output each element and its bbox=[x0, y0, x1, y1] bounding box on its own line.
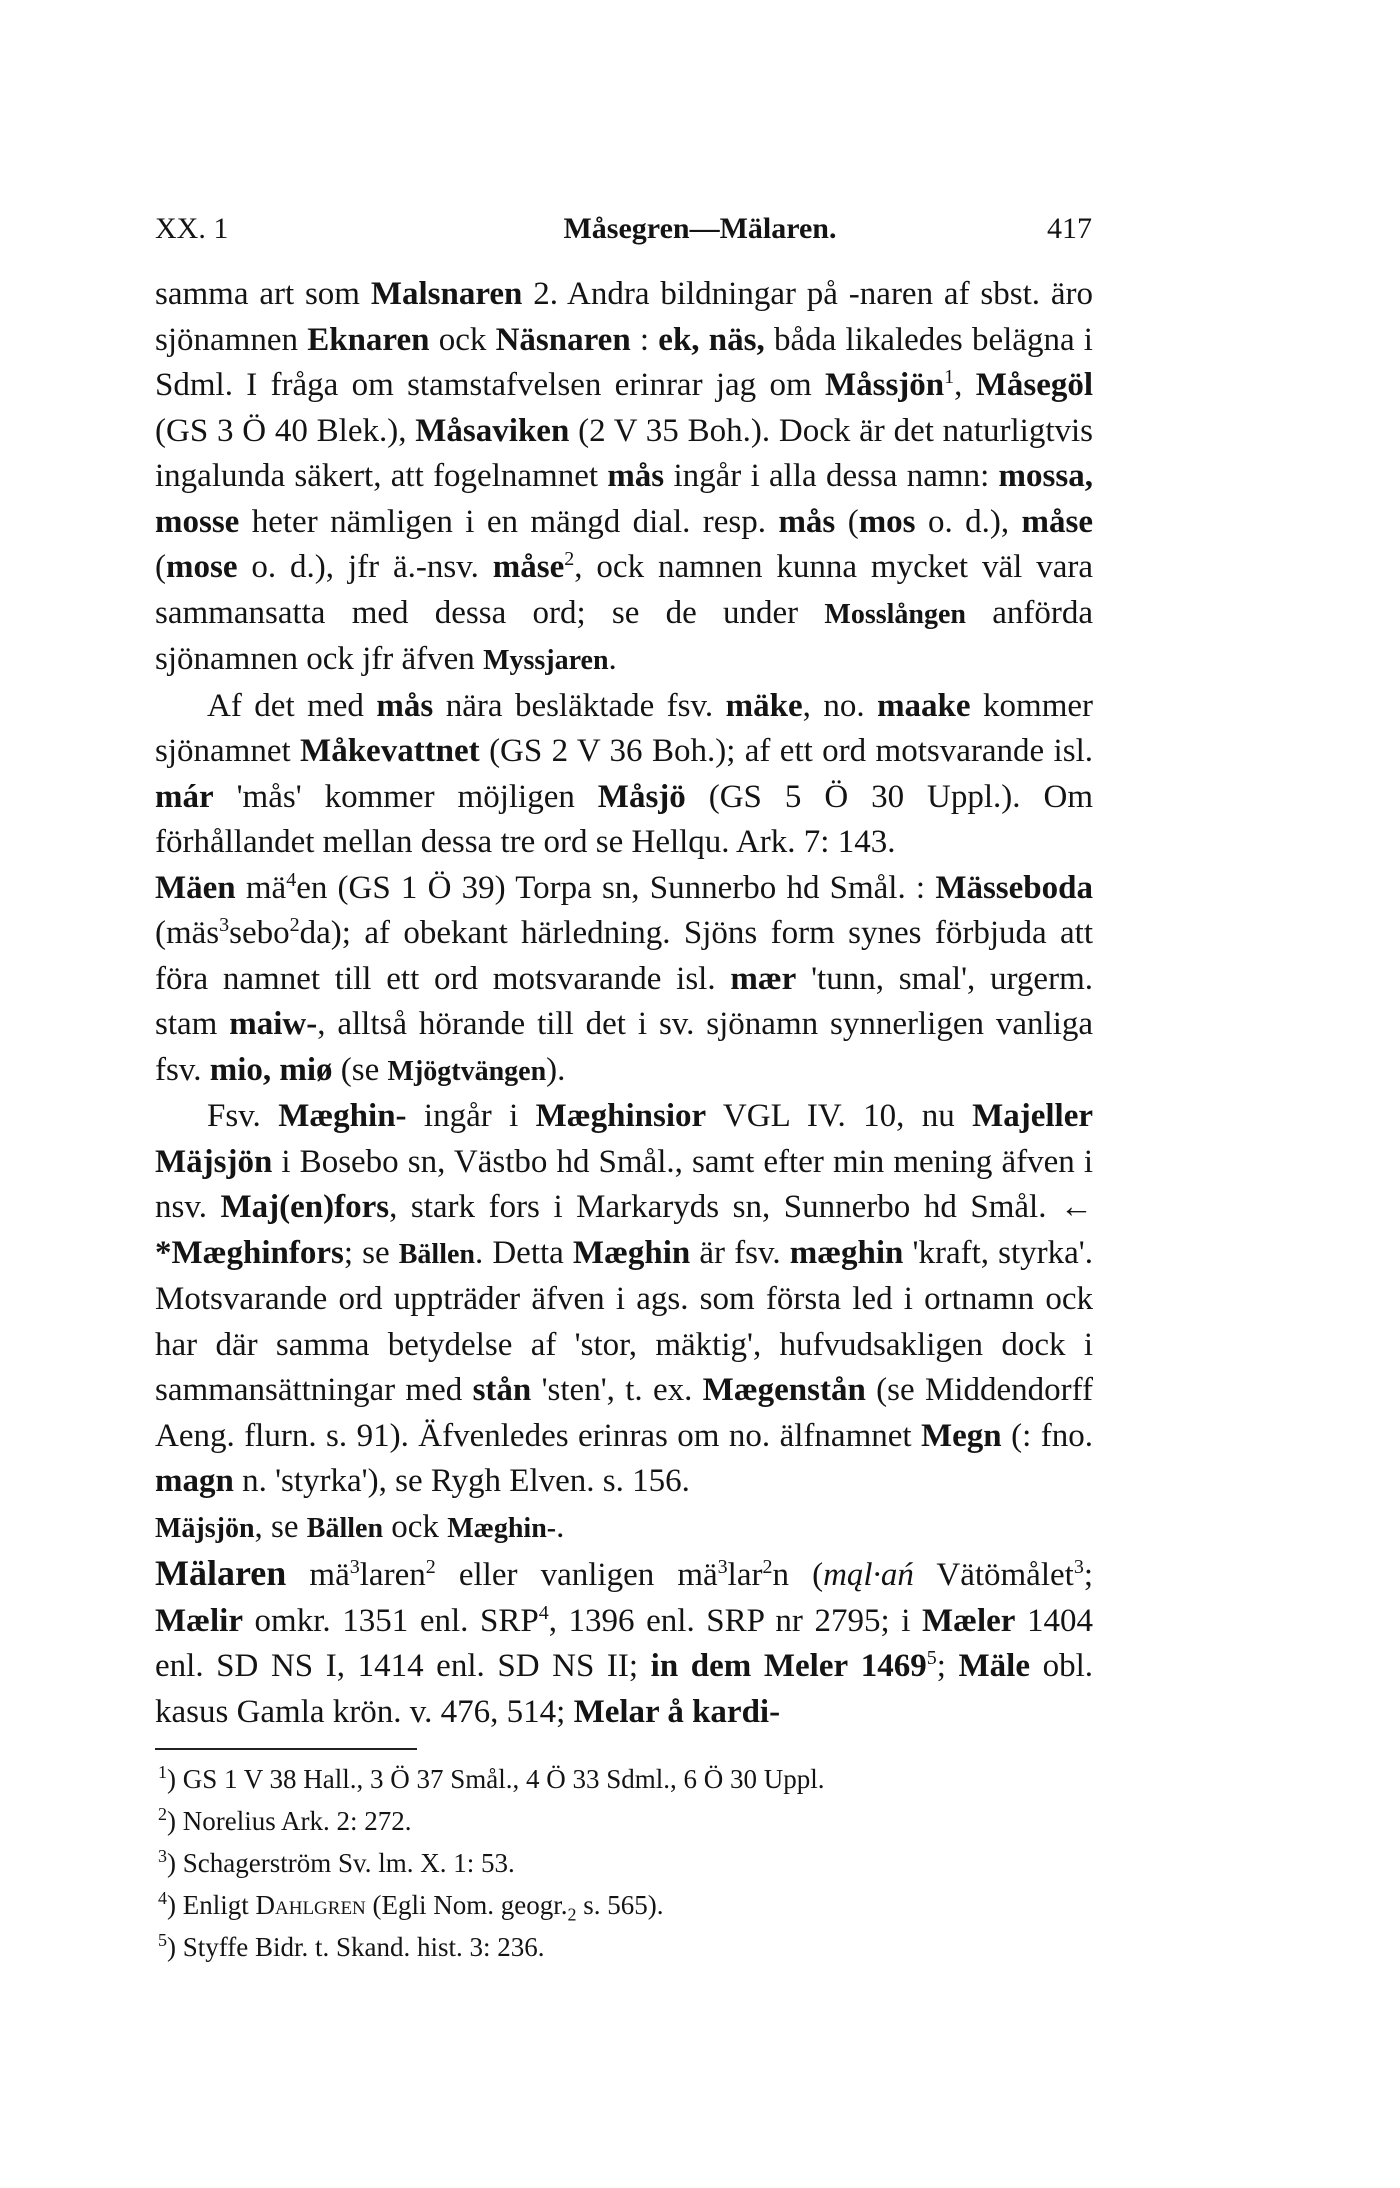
headword: in dem Meler bbox=[650, 1648, 849, 1684]
headword: Bällen bbox=[398, 1238, 475, 1270]
headword: Näsnaren bbox=[495, 321, 631, 358]
headword: Mæghinsior bbox=[535, 1098, 707, 1134]
headword: måse bbox=[1021, 503, 1093, 540]
headword: Måsjö bbox=[597, 778, 686, 815]
footnotes bbox=[158, 1758, 1096, 1968]
footnote-3: $^3$) Schagerström Sv. lm. X. 1: 53. bbox=[158, 1846, 515, 1878]
headword: mås bbox=[778, 503, 836, 540]
footnote-ref: 2 bbox=[564, 548, 575, 570]
headword: måse bbox=[492, 549, 565, 585]
headword: Måsegöl bbox=[975, 367, 1094, 403]
headword: Mäle bbox=[958, 1648, 1030, 1684]
headword: már bbox=[155, 778, 214, 815]
headword: Mæghin- bbox=[278, 1098, 407, 1134]
entry-headword: Mälaren bbox=[155, 1553, 287, 1593]
entry-headword: Mäjsjön bbox=[155, 1512, 255, 1544]
headword: kardi- bbox=[692, 1693, 781, 1730]
running-title: Måsegren—Mälaren. bbox=[563, 212, 837, 245]
accent-mark: 4 bbox=[286, 868, 297, 891]
paragraph-maeghin: Fsv. Mæghin- ingår i Mæghinsior VGL IV. 10, nu Majeller Mäjsjön i Bosebo sn, Västbo hd Smål., samt efter min mening äfven i nsv. Maj(en)fors, stark fors i Markaryds sn, Sunnerbo hd Smål. ← *Mæghinfors; se Bällen. Detta Mæghin är fsv. mæghin 'kraft, styrka'. Motsvarande ord uppträder äfven i ags. som första led i ortnamn ock har där samma betydelse af 'stor, mäktig', hufvudsakligen dock i sammansättningar med stån 'sten', t. ex. Mægenstån (se Middendorff Aeng. flurn. s. 91). Äfvenledes erinras om no. älfnamnet Megn (: fno. magn n. 'styrka'), se Rygh Elven. s. 156. bbox=[155, 1098, 1093, 1499]
accent-mark: 3 bbox=[219, 914, 230, 936]
footnote-ref: 1 bbox=[944, 366, 955, 388]
footnote-4: $^4$) Enligt Dahlgren (Egli Nom. $geogr._2$ s. 565). bbox=[158, 1888, 664, 1925]
headword: Megn bbox=[921, 1417, 1002, 1454]
accent-mark: 3 bbox=[717, 1556, 728, 1578]
headword: Mæghin bbox=[572, 1234, 691, 1271]
headword: Myssjaren bbox=[483, 645, 609, 676]
accent-mark: 2 bbox=[762, 1556, 773, 1578]
footnote-ref: 5 bbox=[926, 1647, 937, 1669]
footnote-ref: 4 bbox=[538, 1601, 549, 1624]
headword: Malsnaren bbox=[370, 276, 523, 312]
entry-headword: Mäen bbox=[155, 869, 236, 906]
headword: mås bbox=[607, 458, 665, 494]
headword: mos bbox=[858, 503, 916, 540]
headword: maake bbox=[877, 687, 971, 724]
headword: mio, miø bbox=[209, 1051, 333, 1088]
headword: Mæghin- bbox=[447, 1512, 557, 1544]
section-number: XX. 1 bbox=[155, 212, 229, 245]
footnote-1: $^1$) GS 1 V 38 Hall., 3 Ö 37 Smål., 4 Ö 33 Sdml., 6 Ö 30 Uppl. bbox=[158, 1762, 825, 1794]
accent-mark: 3 bbox=[349, 1556, 360, 1578]
headword: Mæler bbox=[921, 1602, 1016, 1639]
headword: Maj(en)fors bbox=[220, 1189, 390, 1225]
page-number: 417 bbox=[1047, 212, 1092, 245]
entry-malaren: Mälaren $mä^3laren^2$ eller vanligen $mä^3lar^2n$ (mąl·ań Vätömålet$^3$; Mælir omkr. 1351 enl. SRP$^4$, 1396 enl. SRP nr 2795; i Mæler 1404 enl. SD NS I, 1414 enl. SD NS II; in dem Meler 1469$^5$; Mäle obl. kasus Gamla krön. v. 476, 514; Melar å kardi- bbox=[155, 1553, 1094, 1730]
paragraph-make: Af det med mås nära besläktade fsv. mäke, no. maake kommer sjönamnet Måkevattnet (GS 2 V 36 Boh.); af ett ord motsvarande isl. már 'mås' kommer möjligen Måsjö (GS 5 Ö 30 Uppl.). Om förhållandet mellan dessa tre ord se Hellqu. Ark. 7: 143. bbox=[155, 687, 1094, 860]
headword: Bällen bbox=[306, 1512, 384, 1544]
headword: 1469 bbox=[860, 1648, 927, 1684]
headword: Melar å bbox=[573, 1693, 684, 1730]
headword: mås bbox=[376, 687, 434, 724]
headword: maiw- bbox=[229, 1006, 318, 1042]
footnote-ref: 3 bbox=[1073, 1556, 1084, 1578]
headword: ek, näs, bbox=[658, 321, 765, 358]
entry-majsjon: Mäjsjön, se Bällen ock Mæghin-. bbox=[155, 1508, 565, 1545]
footnote-5: $^5$) Styffe Bidr. t. Skand. hist. 3: 236. bbox=[158, 1930, 545, 1962]
headword: Måkevattnet bbox=[300, 733, 480, 769]
phonetic-form: mąl·ań bbox=[823, 1557, 914, 1593]
headword: stån bbox=[472, 1372, 532, 1408]
accent-mark: 2 bbox=[289, 914, 300, 936]
headword: mose bbox=[166, 549, 238, 585]
headword: Majeller Mäjsjön bbox=[155, 1098, 1093, 1180]
accent-mark: 2 bbox=[425, 1556, 436, 1578]
headword: Mælir bbox=[155, 1602, 243, 1639]
headword: Måssjön bbox=[824, 367, 945, 403]
headword: mæghin bbox=[789, 1234, 904, 1271]
headword: mäke bbox=[725, 687, 803, 724]
headword: Mosslången bbox=[824, 598, 966, 630]
body-text bbox=[155, 272, 1093, 1735]
paragraph-malsnaren: samma art som Malsnaren 2. Andra bildningar på -naren af sbst. äro sjönamnen Eknaren ock Näsnaren : ek, näs, båda likaledes belägna i Sdml. I fråga om stamstafvelsen erinrar jag om Måssjön$^1$, Måsegöl (GS 3 Ö 40 Blek.), Måsaviken (2 V 35 Boh.). Dock är det naturligtvis ingalunda säkert, att fogelnamnet mås ingår i alla dessa namn: mossa, mosse heter nämligen i en mängd dial. resp. mås (mos o. d.), måse (mose o. d.), jfr ä.-nsv. måse$^2$, ock namnen kunna mycket väl vara sammansatta med dessa ord; se de under Mosslången anförda sjönamnen ock jfr äfven Myssjaren. bbox=[155, 276, 1094, 677]
headword: Eknaren bbox=[307, 321, 430, 358]
entry-maen: Mäen $mä^4en$ (GS 1 Ö 39) Torpa sn, Sunnerbo hd Smål. : Mässeboda (mäs$^3$sebo$^2$da); af obekant härledning. Sjöns form synes förbjuda att föra namnet till ett ord motsvarande isl. mær 'tunn, smal', urgerm. stam maiw-, alltså hörande till det i sv. sjönamn synnerligen vanliga fsv. mio, miø (se Mjögtvängen). bbox=[155, 868, 1094, 1088]
headword: Måsaviken bbox=[415, 412, 570, 449]
footnote-2: $^2$) Norelius Ark. 2: 272. bbox=[158, 1804, 412, 1836]
headword: mossa, mosse bbox=[155, 458, 1093, 540]
headword: *Mæghinfors bbox=[155, 1234, 344, 1271]
headword: Mægenstån bbox=[702, 1372, 866, 1408]
headword: mær bbox=[730, 960, 797, 997]
footnote-divider bbox=[155, 1748, 417, 1750]
running-header bbox=[0, 212, 1400, 248]
headword: Mjögtvängen bbox=[387, 1055, 547, 1087]
headword: Mässeboda bbox=[935, 869, 1093, 906]
headword: magn bbox=[155, 1463, 234, 1499]
